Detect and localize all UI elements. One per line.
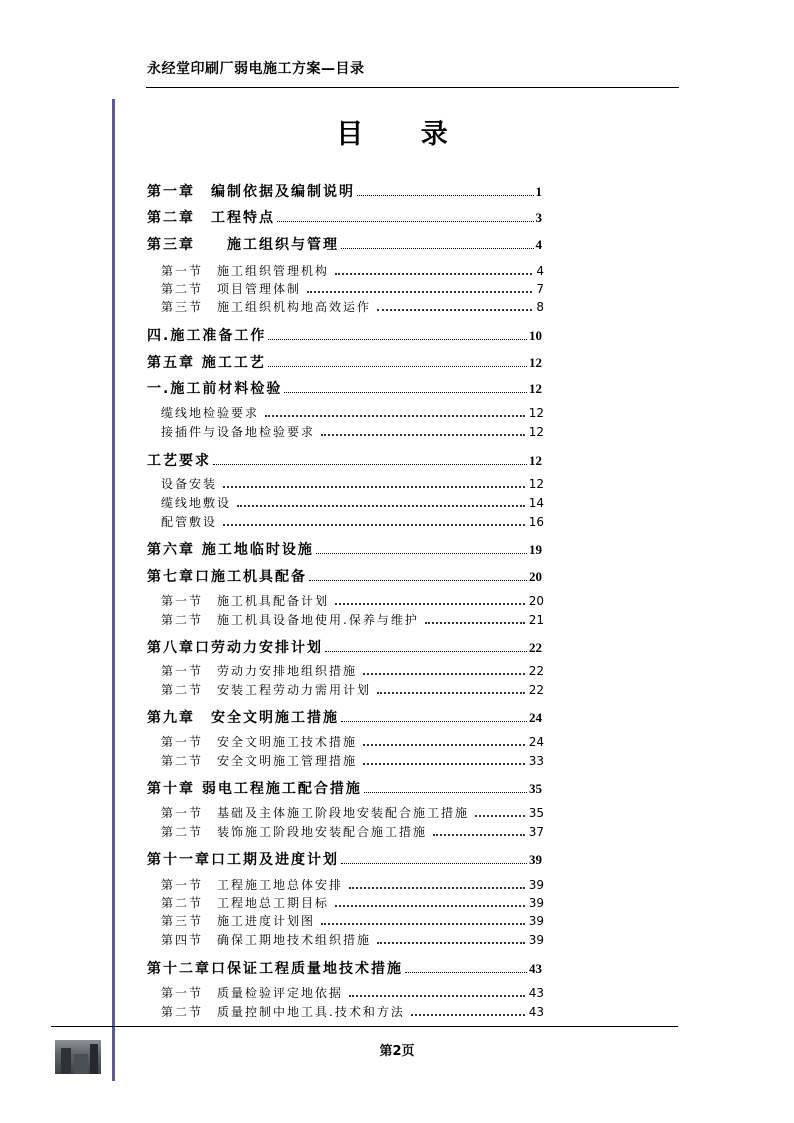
- toc-entry-page: 39: [528, 914, 544, 928]
- toc-leader-dots: [321, 913, 525, 925]
- toc-entry-label: 第一节 施工组织管理机构: [161, 264, 330, 278]
- toc-leader-dots: [349, 985, 525, 997]
- toc-leader-dots: [405, 959, 527, 973]
- toc-entry-page: 12: [529, 453, 542, 468]
- toc-entry[interactable]: [161, 298, 544, 315]
- toc-entry[interactable]: [147, 778, 542, 798]
- toc-entry-label: 第一节 质量检验评定地依据: [161, 986, 344, 1000]
- toc-entry-page: 43: [528, 986, 544, 1000]
- toc-entry-label: 一.施工前材料检验: [147, 381, 283, 397]
- toc-entry-page: 24: [528, 735, 544, 749]
- toc-entry-label: 第一节 施工机具配备计划: [161, 594, 330, 608]
- toc-entry[interactable]: [161, 912, 544, 929]
- toc-entry-page: 43: [529, 961, 542, 976]
- toc-entry-label: 第一章 编制依据及编制说明: [147, 184, 355, 200]
- toc-entry-page: 22: [529, 640, 542, 655]
- toc-leader-dots: [325, 638, 527, 652]
- toc-entry[interactable]: [147, 352, 542, 372]
- toc-entry-label: 第三章 施工组织与管理: [147, 237, 339, 253]
- page-header-title: 永经堂印刷厂弱电施工方案—目录: [147, 61, 365, 77]
- toc-entry[interactable]: [147, 539, 542, 559]
- toc-leader-dots: [377, 932, 525, 944]
- toc-leader-dots: [363, 753, 525, 765]
- toc-entry-label: 第一节 劳动力安排地组织措施: [161, 664, 358, 678]
- toc-entry[interactable]: [147, 849, 542, 869]
- toc-entry[interactable]: [161, 752, 544, 769]
- toc-entry-page: 20: [528, 594, 544, 608]
- toc-entry-page: 12: [528, 425, 544, 439]
- toc-leader-dots: [213, 451, 527, 465]
- toc-leader-dots: [316, 540, 527, 554]
- toc-entry-page: 21: [528, 613, 544, 627]
- footer-page-number: 第2页: [379, 1044, 415, 1059]
- toc-leader-dots: [265, 405, 525, 417]
- toc-entry-page: 12: [529, 381, 542, 396]
- toc-entry-label: 第二节 安全文明施工管理措施: [161, 754, 358, 768]
- toc-entry-label: 第二节 安装工程劳动力需用计划: [161, 683, 372, 697]
- toc-entry-page: 12: [528, 477, 544, 491]
- toc-entry-label: 第三节 施工组织机构地高效运作: [161, 300, 372, 314]
- toc-entry-page: 7: [536, 282, 544, 296]
- toc-entry-page: 22: [528, 683, 544, 697]
- toc-leader-dots: [341, 708, 527, 722]
- toc-entry-label: 第九章 安全文明施工措施: [147, 710, 339, 726]
- toc-entry-label: 第二节 施工机具设备地使用.保养与维护: [161, 613, 419, 627]
- toc-entry[interactable]: [147, 450, 542, 470]
- toc-leader-dots: [268, 326, 527, 340]
- toc-entry-label: 配管敷设: [161, 515, 218, 529]
- toc-leader-dots: [433, 824, 525, 836]
- toc-entry[interactable]: [161, 804, 544, 821]
- toc-leader-dots: [377, 682, 525, 694]
- toc-entry-page: 20: [529, 569, 542, 584]
- toc-leader-dots: [377, 299, 532, 311]
- toc-entry-page: 1: [535, 184, 542, 199]
- toc-entry-label: 缆线地检验要求: [161, 406, 260, 420]
- toc-entry[interactable]: [161, 423, 544, 440]
- toc-leader-dots: [307, 281, 532, 293]
- toc-leader-dots: [357, 182, 534, 196]
- toc-leader-dots: [349, 877, 525, 889]
- toc-leader-dots: [335, 895, 525, 907]
- toc-entry[interactable]: [147, 181, 542, 201]
- toc-entry[interactable]: [147, 958, 542, 978]
- toc-entry-page: 39: [528, 878, 544, 892]
- toc-entry-label: 第六章 施工地临时设施: [147, 542, 314, 558]
- toc-entry-label: 第二节 质量控制中地工具.技术和方法: [161, 1005, 405, 1019]
- toc-entry-label: 缆线地敷设: [161, 496, 232, 510]
- toc-entry[interactable]: [161, 894, 544, 911]
- toc-leader-dots: [363, 734, 525, 746]
- toc-entry-label: 第一节 安全文明施工技术措施: [161, 735, 358, 749]
- toc-entry-label: 工艺要求: [147, 453, 211, 469]
- toc-entry-label: 第七章口施工机具配备: [147, 569, 307, 585]
- toc-entry-label: 第二节 项目管理体制: [161, 282, 302, 296]
- toc-entry[interactable]: [161, 280, 544, 297]
- toc-entry-page: 35: [528, 806, 544, 820]
- toc-entry-page: 24: [529, 710, 542, 725]
- toc-entry[interactable]: [161, 681, 544, 698]
- toc-entry-label: 四.施工准备工作: [147, 328, 267, 344]
- toc-leader-dots: [341, 235, 534, 249]
- toc-leader-dots: [237, 495, 525, 507]
- toc-entry-page: 33: [528, 754, 544, 768]
- toc-entry-label: 第二节 装饰施工阶段地安装配合施工措施: [161, 825, 428, 839]
- toc-entry-label: 设备安装: [161, 477, 218, 491]
- toc-entry[interactable]: [161, 513, 544, 530]
- document-title: 目 录: [336, 119, 472, 150]
- toc-entry-page: 10: [529, 328, 542, 343]
- toc-leader-dots: [341, 850, 527, 864]
- toc-entry-page: 12: [528, 406, 544, 420]
- toc-entry[interactable]: [161, 475, 544, 492]
- toc-leader-dots: [411, 1004, 525, 1016]
- footer-rule: [51, 1026, 678, 1027]
- toc-entry[interactable]: [161, 984, 544, 1001]
- toc-entry-page: 4: [536, 264, 544, 278]
- toc-entry-label: 第十二章口保证工程质量地技术措施: [147, 961, 403, 977]
- toc-entry-page: 19: [529, 542, 542, 557]
- toc-entry[interactable]: [147, 234, 542, 254]
- toc-entry[interactable]: [147, 707, 542, 727]
- toc-leader-dots: [364, 779, 527, 793]
- toc-entry-page: 16: [528, 515, 544, 529]
- toc-entry-page: 39: [529, 852, 542, 867]
- toc-entry-label: 第十一章口工期及进度计划: [147, 852, 339, 868]
- toc-entry[interactable]: [147, 378, 542, 398]
- toc-entry-page: 39: [528, 933, 544, 947]
- toc-entry[interactable]: [161, 1003, 544, 1020]
- toc-entry[interactable]: [161, 494, 544, 511]
- toc-entry-label: 第二节 工程地总工期目标: [161, 896, 330, 910]
- toc-entry-label: 第五章 施工工艺: [147, 355, 266, 371]
- toc-entry-page: 8: [536, 300, 544, 314]
- toc-leader-dots: [425, 612, 525, 624]
- toc-entry-label: 接插件与设备地检验要求: [161, 425, 316, 439]
- toc-entry-page: 37: [528, 825, 544, 839]
- toc-entry[interactable]: [147, 637, 542, 657]
- toc-entry-label: 第四节 确保工期地技术组织措施: [161, 933, 372, 947]
- toc-entry[interactable]: [147, 325, 542, 345]
- toc-entry-page: 3: [535, 210, 542, 225]
- toc-entry[interactable]: [161, 592, 544, 609]
- toc-entry-label: 第八章口劳动力安排计划: [147, 640, 323, 656]
- toc-leader-dots: [475, 805, 525, 817]
- toc-entry-page: 39: [528, 896, 544, 910]
- toc-leader-dots: [223, 476, 525, 488]
- toc-leader-dots: [335, 593, 525, 605]
- toc-entry-page: 22: [528, 664, 544, 678]
- toc-entry-label: 第二章 工程特点: [147, 210, 275, 226]
- toc-entry[interactable]: [161, 823, 544, 840]
- toc-leader-dots: [284, 379, 527, 393]
- toc-entry[interactable]: [161, 404, 544, 421]
- toc-leader-dots: [309, 567, 527, 581]
- toc-entry-page: 14: [528, 496, 544, 510]
- toc-leader-dots: [223, 514, 525, 526]
- toc-entry-page: 35: [529, 781, 542, 796]
- toc-entry-label: 第三节 施工进度计划图: [161, 914, 316, 928]
- toc-entry[interactable]: [147, 566, 542, 586]
- toc-entry-page: 43: [528, 1005, 544, 1019]
- toc-entry[interactable]: [147, 207, 542, 227]
- toc-entry[interactable]: [161, 733, 544, 750]
- toc-entry-page: 4: [535, 237, 542, 252]
- toc-entry[interactable]: [161, 662, 544, 679]
- toc-entry-label: 第十章 弱电工程施工配合措施: [147, 781, 362, 797]
- toc-leader-dots: [277, 208, 534, 222]
- toc-entry-label: 第一节 工程施工地总体安排: [161, 878, 344, 892]
- toc-entry-page: 12: [529, 355, 542, 370]
- toc-leader-dots: [335, 263, 532, 275]
- toc-entry[interactable]: [161, 876, 544, 893]
- toc-entry[interactable]: [161, 931, 544, 948]
- toc-leader-dots: [321, 424, 525, 436]
- toc-leader-dots: [363, 663, 525, 675]
- toc-entry[interactable]: [161, 262, 544, 279]
- toc-entry[interactable]: [161, 611, 544, 628]
- toc-leader-dots: [268, 353, 527, 367]
- toc-entry-label: 第一节 基础及主体施工阶段地安装配合施工措施: [161, 806, 470, 820]
